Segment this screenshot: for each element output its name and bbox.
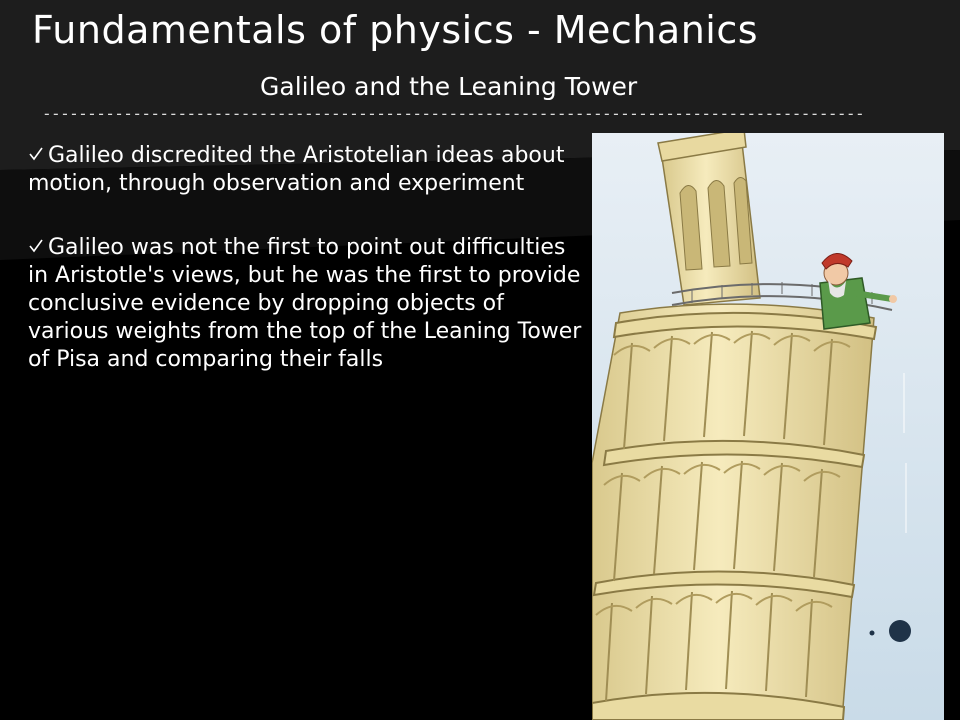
bullet-text: Galileo was not the first to point out difficulties in Aristotle's views, but he was the first to provide conclusive evidence by dropping objects of various weights from the top of the Leaning Tower of Pisa and comparing their falls (28, 235, 582, 372)
bullet-text: Galileo discredited the Aristotelian ideas about motion, through observation and experiment (28, 143, 565, 196)
heavy-ball (889, 620, 911, 642)
leaning-tower-illustration (592, 133, 944, 720)
checkmark-icon (28, 146, 44, 162)
bullet-item (28, 234, 588, 374)
light-ball (870, 631, 875, 636)
slide-subtitle: Galileo and the Leaning Tower (260, 72, 638, 101)
checkmark-icon (28, 238, 44, 254)
bullet-item (28, 142, 588, 198)
slide-title: Fundamentals of physics - Mechanics (32, 8, 759, 52)
bullet-list (28, 142, 588, 410)
divider-line: ------------------------------------------------------------------------------------------- (42, 104, 864, 123)
